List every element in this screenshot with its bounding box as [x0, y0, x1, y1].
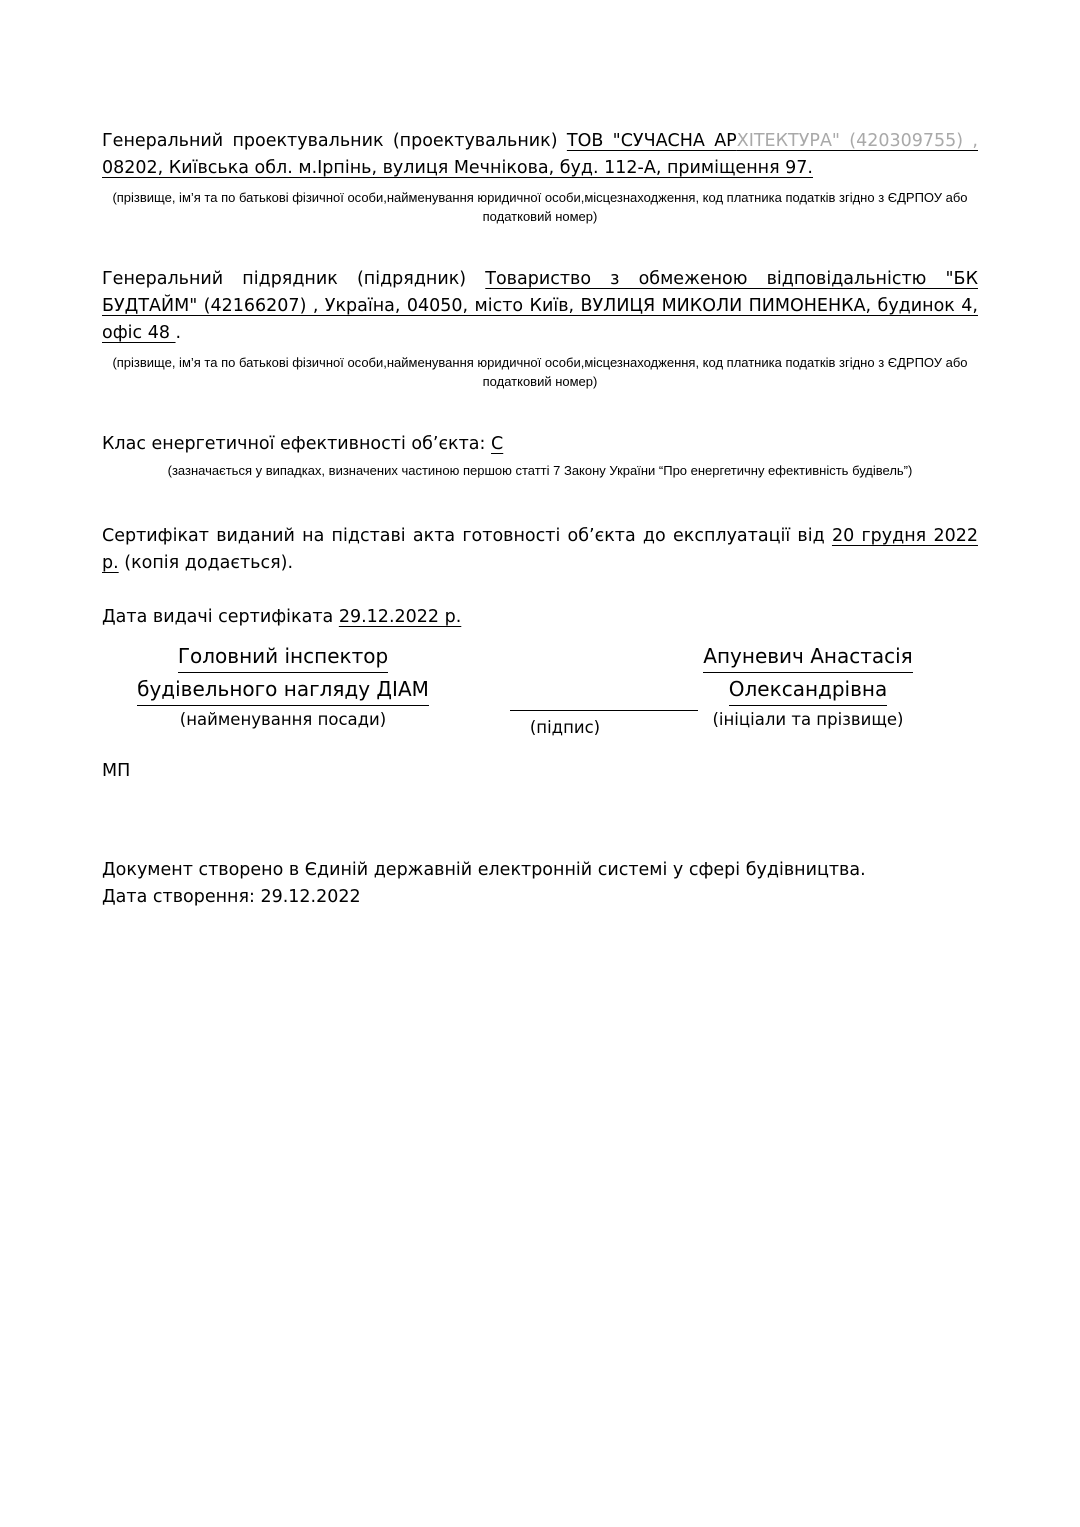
energy-class-section: [102, 431, 978, 480]
issue-date-value: 29.12.2022 р.: [338, 607, 462, 627]
position-caption: (найменування посади): [179, 710, 387, 729]
general-contractor-caption: (прізвище, ім’я та по батькові фізичної особи,найменування юридичної особи,місцезнаходження, код платника податків згідно з ЄДРПОУ або податковий номер): [112, 355, 968, 389]
name-caption: (ініціали та прізвище): [712, 710, 904, 729]
general-designer-caption: (прізвище, ім’я та по батькові фізичної особи,найменування юридичної особи,місцезнаходження, код платника податків згідно з ЄДРПОУ або податковий номер): [112, 190, 968, 224]
signature-caption-column: [510, 714, 620, 740]
general-contractor-section: [102, 266, 978, 391]
act-date: 20 грудня 2022 р.: [102, 526, 978, 573]
signature-line: [510, 710, 698, 711]
position-line-1: Головний інспектор: [178, 640, 388, 673]
signature-caption: (підпис): [529, 718, 601, 737]
general-contractor-label: Генеральний підрядник (підрядник): [102, 269, 467, 289]
footer-creation-date: Дата створення: 29.12.2022: [102, 887, 361, 907]
position-line-2: будівельного нагляду ДІАМ: [137, 673, 429, 706]
name-line-1: Апуневич Анастасія: [703, 640, 912, 673]
general-designer-address: 08202, Київська обл. м.Ірпінь, вулиця Мечнікова, буд. 112-А, приміщення 97.: [102, 158, 813, 178]
general-designer-value: ТОВ "СУЧАСНА АРХІТЕКТУРА" (420309755) , 08202, Київська обл. м.Ірпінь, вулиця Мечнікова, буд. 112-А, приміщення 97.: [102, 131, 978, 178]
general-designer-paragraph: [102, 128, 978, 182]
general-contractor-value: Товариство з обмеженою відповідальністю "БК БУДТАЙМ" (42166207) , Україна, 04050, місто Київ, ВУЛИЦЯ МИКОЛИ ПИМОНЕНКА, будинок 4, офіс 48: [102, 269, 978, 343]
signature-position-column: [102, 640, 464, 732]
energy-class-label: Клас енергетичної ефективності об’єкта:: [102, 434, 486, 454]
issue-date-label: Дата видачі сертифіката: [102, 607, 334, 627]
footer-section: [102, 857, 978, 911]
general-designer-section: [102, 128, 978, 226]
issue-date-line: [102, 604, 978, 631]
signature-name-column: [680, 640, 936, 732]
energy-class-line: [102, 431, 978, 458]
general-designer-label: Генеральний проектувальник (проектувальник): [102, 131, 558, 151]
stamp-section: [102, 758, 978, 785]
certificate-basis-paragraph: Сертифікат виданий на підставі акта готовності об’єкта до експлуатації від 20 грудня 2022 р. (копія додається).: [102, 526, 978, 573]
name-line-2: Олександрівна: [729, 673, 887, 706]
issue-date-section: [102, 604, 978, 631]
stamp-label: МП: [102, 761, 131, 781]
footer-created-in: Документ створено в Єдиній державній електронній системі у сфері будівництва.: [102, 860, 866, 880]
energy-class-value: C: [491, 434, 504, 454]
energy-class-caption: (зазначається у випадках, визначених частиною першою статті 7 Закону України “Про енергетичну ефективність будівель”): [167, 463, 913, 478]
general-contractor-paragraph: Генеральний підрядник (підрядник) Товариство з обмеженою відповідальністю "БК БУДТАЙМ" (42166207) , Україна, 04050, місто Київ, ВУЛИЦЯ МИКОЛИ ПИМОНЕНКА, будинок 4, офіс 48 .: [102, 269, 978, 343]
certificate-basis-section: [102, 523, 978, 577]
